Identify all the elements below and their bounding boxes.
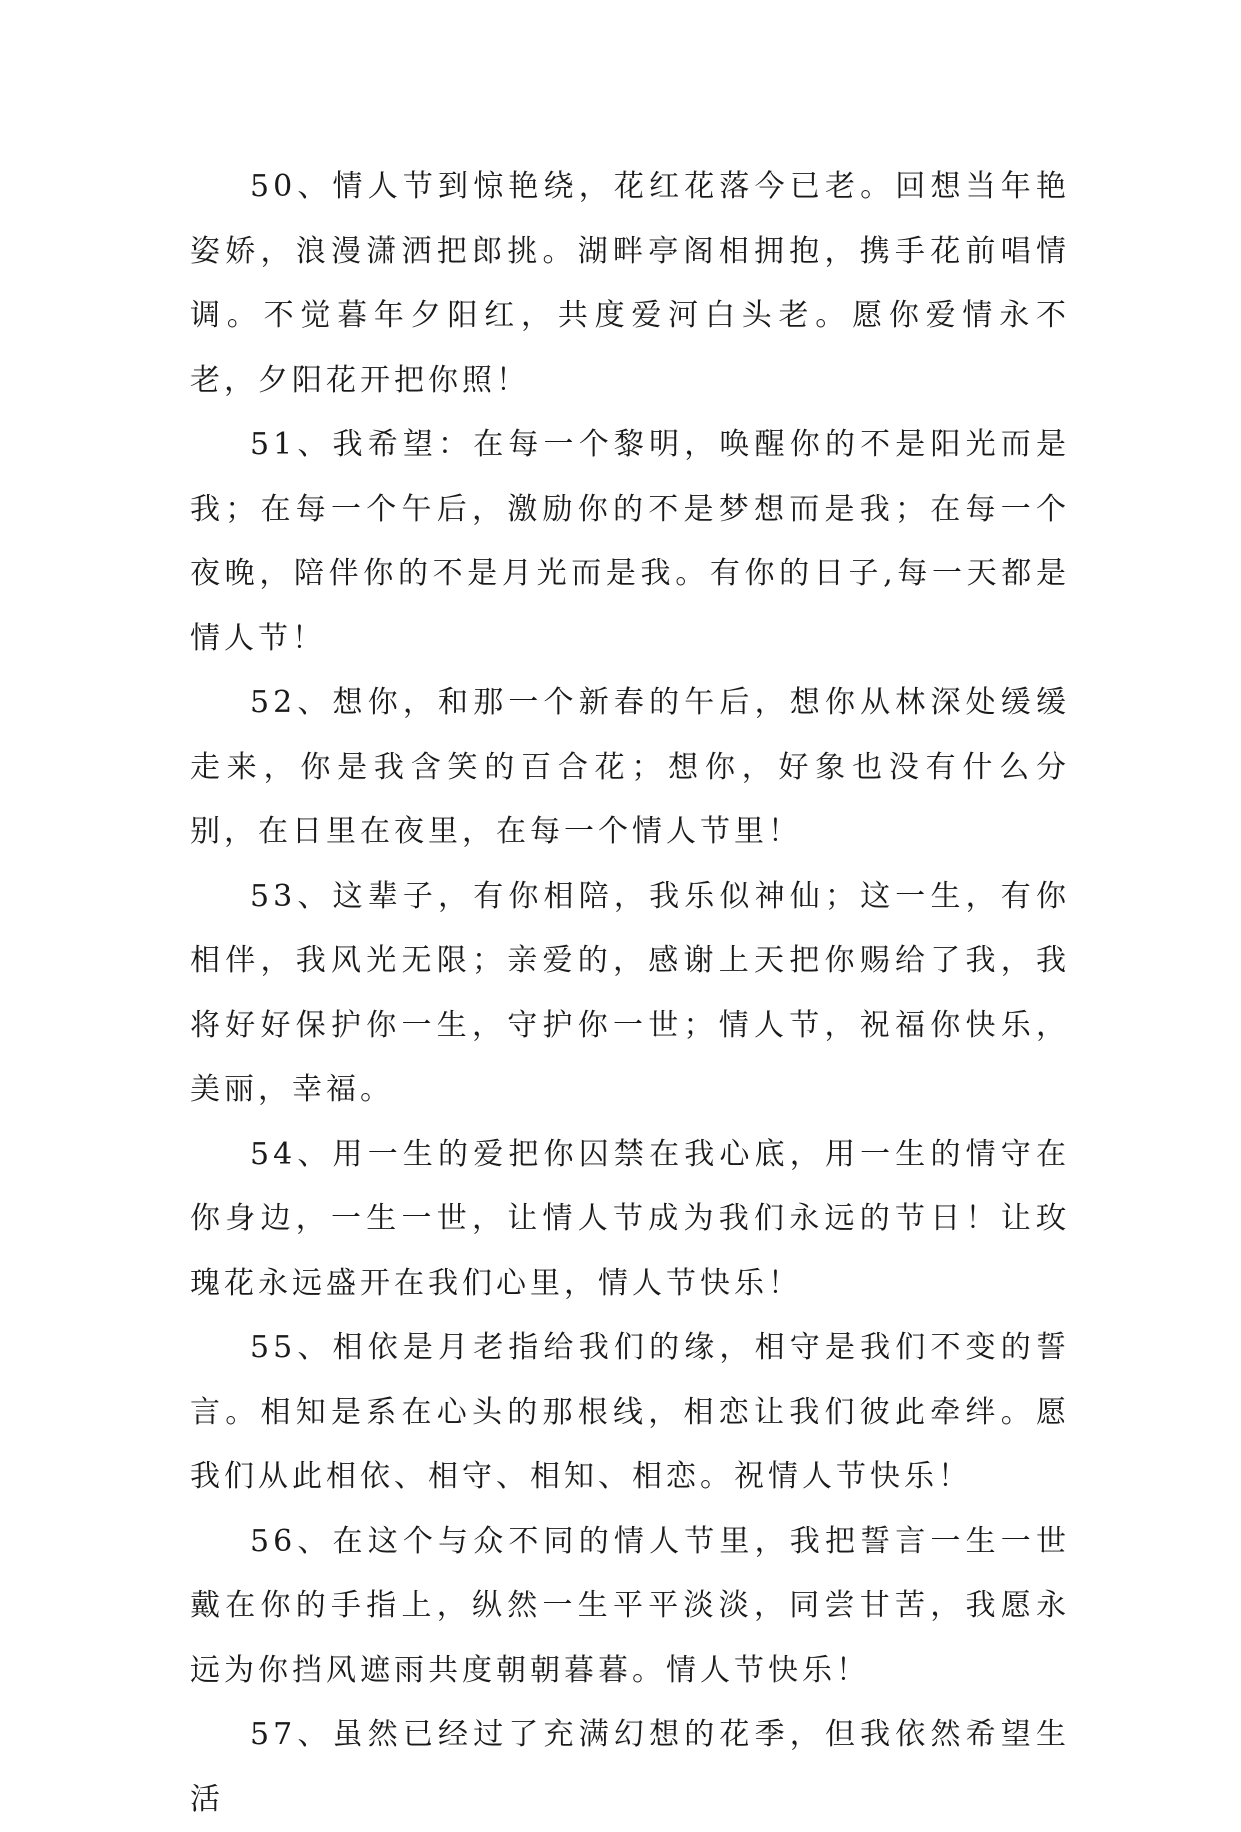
paragraph-52: 52、想你，和那一个新春的午后，想你从林深处缓缓走来，你是我含笑的百合花；想你，好象也没有什么分别，在日里在夜里，在每一个情人节里！ [190,685,1070,849]
document-body [190,155,1070,1832]
paragraph-56: 56、在这个与众不同的情人节里，我把誓言一生一世戴在你的手指上，纵然一生平平淡淡，同尝甘苦，我愿永远为你挡风遮雨共度朝朝暮暮。情人节快乐！ [190,1523,1070,1688]
paragraph-55: 55、相依是月老指给我们的缘，相守是我们不变的誓言。相知是系在心头的那根线，相恋让我们彼此牵绊。愿我们从此相依、相守、相知、相恋。祝情人节快乐！ [190,1330,1070,1494]
paragraph-51: 51、我希望：在每一个黎明，唤醒你的不是阳光而是我；在每一个午后，激励你的不是梦想而是我；在每一个夜晚，陪伴你的不是月光而是我。有你的日子,每一天都是情人节！ [190,427,1070,656]
paragraph-50: 50、情人节到惊艳绕，花红花落今已老。回想当年艳姿娇，浪漫潇洒把郎挑。湖畔亭阁相拥抱，携手花前唱情调。不觉暮年夕阳红，共度爱河白头老。愿你爱情永不老，夕阳花开把你照！ [190,169,1070,398]
paragraph-53: 53、这辈子，有你相陪，我乐似神仙；这一生，有你相伴，我风光无限；亲爱的，感谢上天把你赐给了我，我将好好保护你一生，守护你一世；情人节，祝福你快乐，美丽，幸福。 [190,878,1070,1107]
paragraph-54: 54、用一生的爱把你囚禁在我心底，用一生的情守在你身边，一生一世，让情人节成为我们永远的节日！让玫瑰花永远盛开在我们心里，情人节快乐！ [190,1136,1070,1301]
paragraph-57: 57、虽然已经过了充满幻想的花季，但我依然希望生活 [190,1717,1070,1817]
